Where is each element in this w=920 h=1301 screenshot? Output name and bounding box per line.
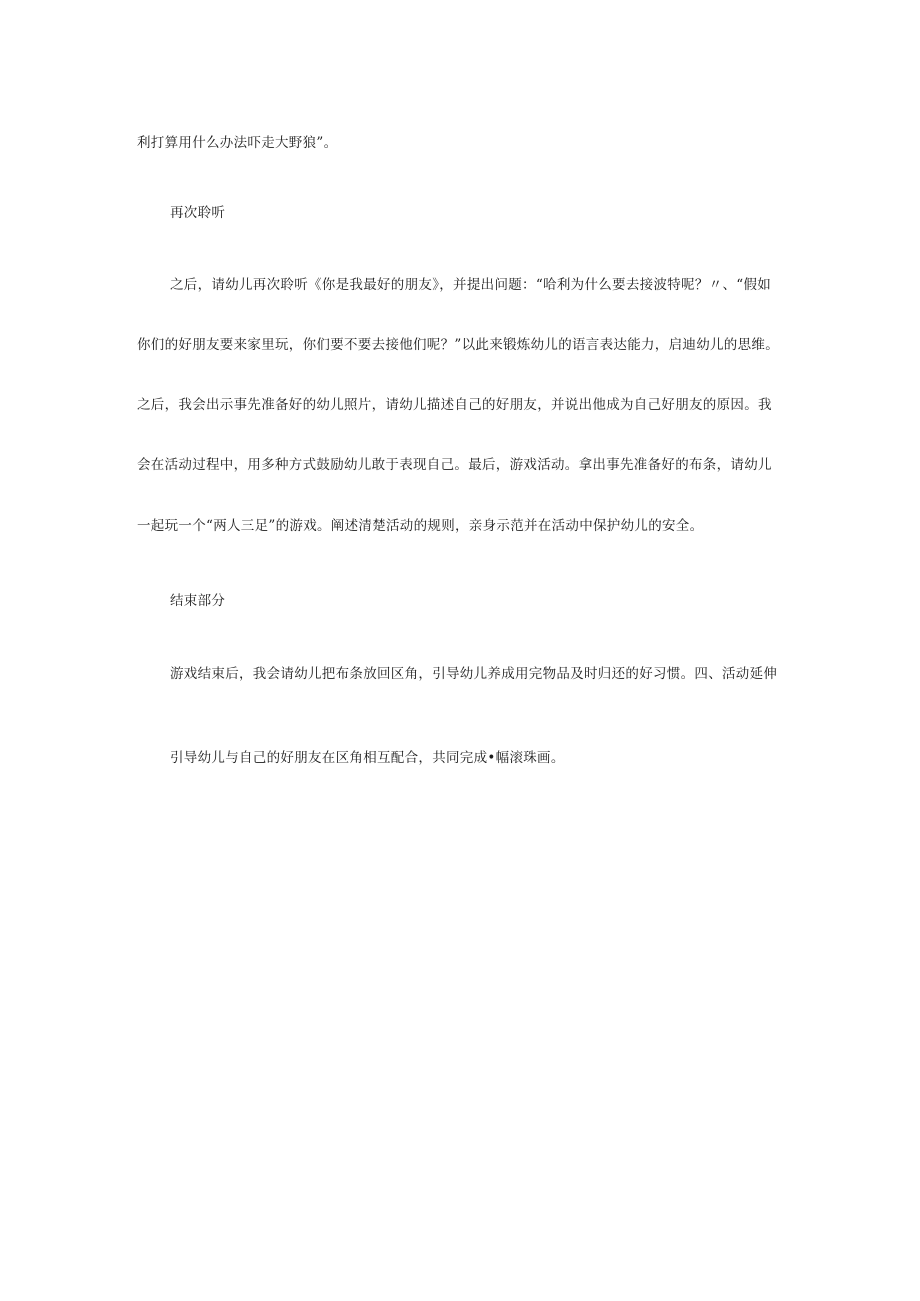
paragraph-extension-line: 引导幼儿与自己的好朋友在区角相互配合，共同完成•幅滚珠画。 bbox=[170, 750, 565, 766]
paragraph-line-3: 之后，我会出示事先准备好的幼儿照片，请幼儿描述自己的好朋友，并说出他成为自己好朋友的原因。我 bbox=[137, 397, 772, 413]
paragraph-line-1: 之后，请幼儿再次聆听《你是我最好的朋友》，并提出问题：“哈利为什么要去接波特呢？〃、“假如 bbox=[170, 277, 772, 293]
section-heading-ending: 结束部分 bbox=[170, 593, 226, 609]
paragraph-line-4: 会在活动过程中，用多种方式鼓励幼儿敢于表现自己。最后，游戏活动。拿出事先准备好的布条，请幼儿 bbox=[137, 457, 772, 473]
paragraph-line-2: 你们的好朋友要来家里玩，你们要不要去接他们呢？”以此来锻炼幼儿的语言表达能力，启迪幼儿的思维。 bbox=[137, 337, 779, 353]
paragraph-line-5: 一起玩一个“两人三足”的游戏。阐述清楚活动的规则，亲身示范并在活动中保护幼儿的安全。 bbox=[137, 518, 704, 534]
paragraph-ending-line: 游戏结束后，我会请幼儿把布条放回区角，引导幼儿养成用完物品及时归还的好习惯。四、活动延伸 bbox=[170, 666, 778, 682]
text-line-continuation: 利打算用什么办法吓走大野狼”。 bbox=[137, 135, 338, 151]
section-heading-listen-again: 再次聆听 bbox=[170, 205, 226, 221]
